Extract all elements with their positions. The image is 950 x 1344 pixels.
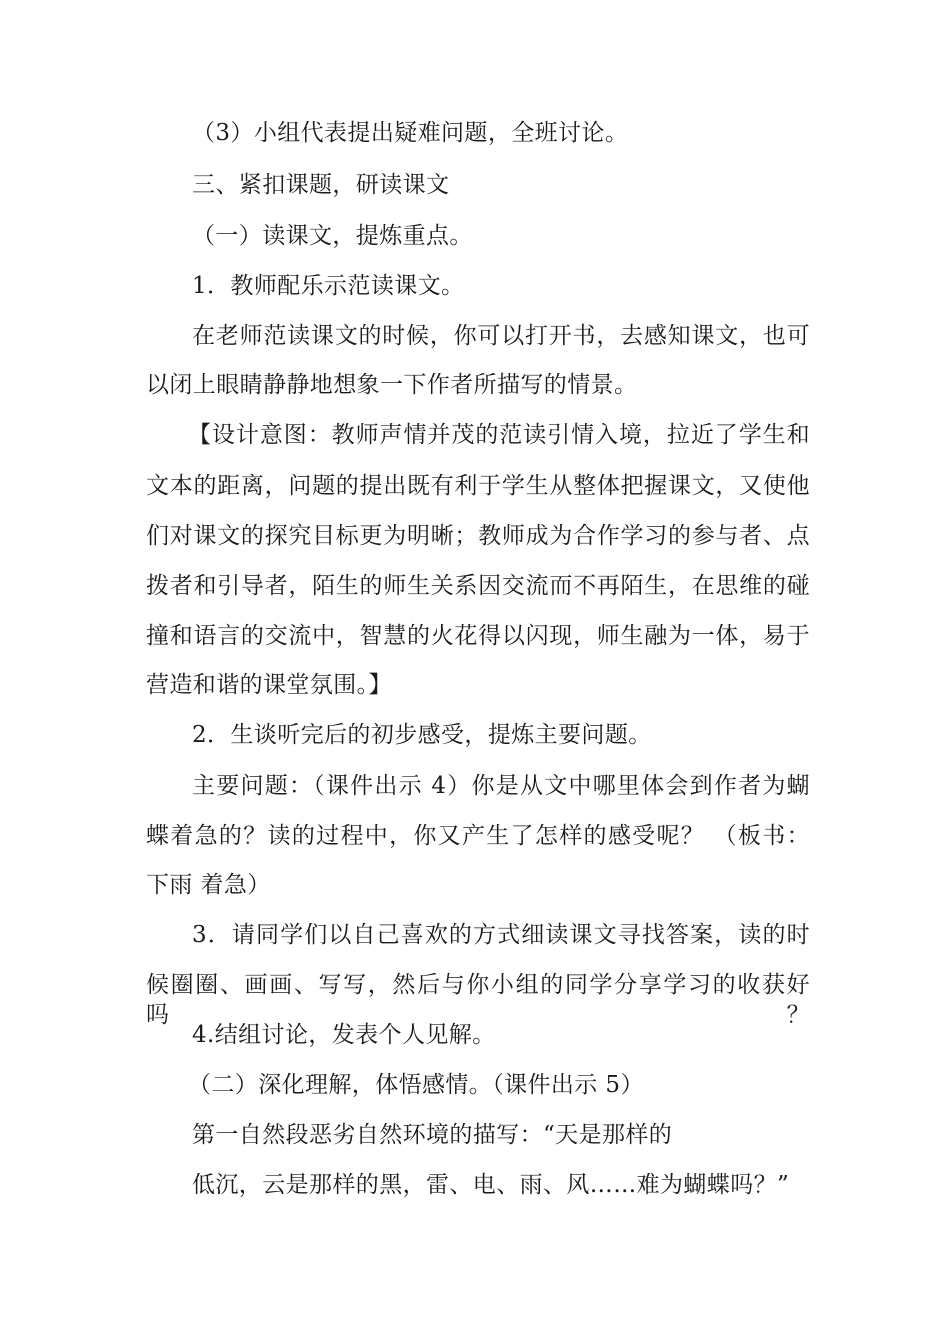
step-three-line: 候圈圈、画画、写写，然后与你小组的同学分享学习的收获好吗？	[146, 972, 810, 1028]
paragraph-line: 在老师范读课文的时候，你可以打开书，去感知课文，也可	[192, 323, 810, 349]
step-three-line: 3．请同学们以自己喜欢的方式细读课文寻找答案，读的时	[192, 922, 810, 948]
section-heading-three: 三、紧扣课题，研读课文	[192, 172, 450, 198]
main-question-line: 主要问题：（课件出示 4）你是从文中哪里体会到作者为蝴	[192, 773, 810, 799]
paragraph-line: 以闭上眼睛静静地想象一下作者所描写的情景。	[146, 372, 638, 398]
design-intent-line: 文本的距离，问题的提出既有利于学生从整体把握课文，又使他	[146, 473, 810, 499]
design-intent-line: 营造和谐的课堂氛围。】	[146, 672, 392, 698]
design-intent-line: 【设计意图：教师声情并茂的范读引情入境，拉近了学生和	[188, 422, 810, 448]
main-question-line: 下雨 着急）	[146, 872, 271, 898]
design-intent-line: 拨者和引导者，陌生的师生关系因交流而不再陌生，在思维的碰	[146, 573, 810, 599]
subsection-heading-two: （二）深化理解，体悟感情。（课件出示 5）	[188, 1072, 644, 1098]
design-intent-line: 们对课文的探究目标更为明晰；教师成为合作学习的参与者、点	[146, 523, 810, 549]
paragraph-line: 第一自然段恶劣自然环境的描写：“天是那样的	[192, 1122, 673, 1148]
main-question-line: 蝶着急的？读的过程中，你又产生了怎样的感受呢？ （板书：	[146, 823, 810, 849]
step-two: 2．生谈听完后的初步感受，提炼主要问题。	[192, 722, 652, 748]
design-intent-line: 撞和语言的交流中，智慧的火花得以闪现，师生融为一体，易于	[146, 623, 810, 649]
subsection-heading-one: （一）读课文，提炼重点。	[192, 223, 473, 249]
step-one: 1．教师配乐示范读课文。	[192, 273, 465, 299]
text-line-group-report: （3）小组代表提出疑难问题，全班讨论。	[192, 120, 629, 146]
paragraph-line: 低沉，云是那样的黑，雷、电、雨、风……难为蝴蝶吗？”	[192, 1172, 790, 1198]
step-four: 4.结组讨论，发表个人见解。	[192, 1022, 496, 1048]
